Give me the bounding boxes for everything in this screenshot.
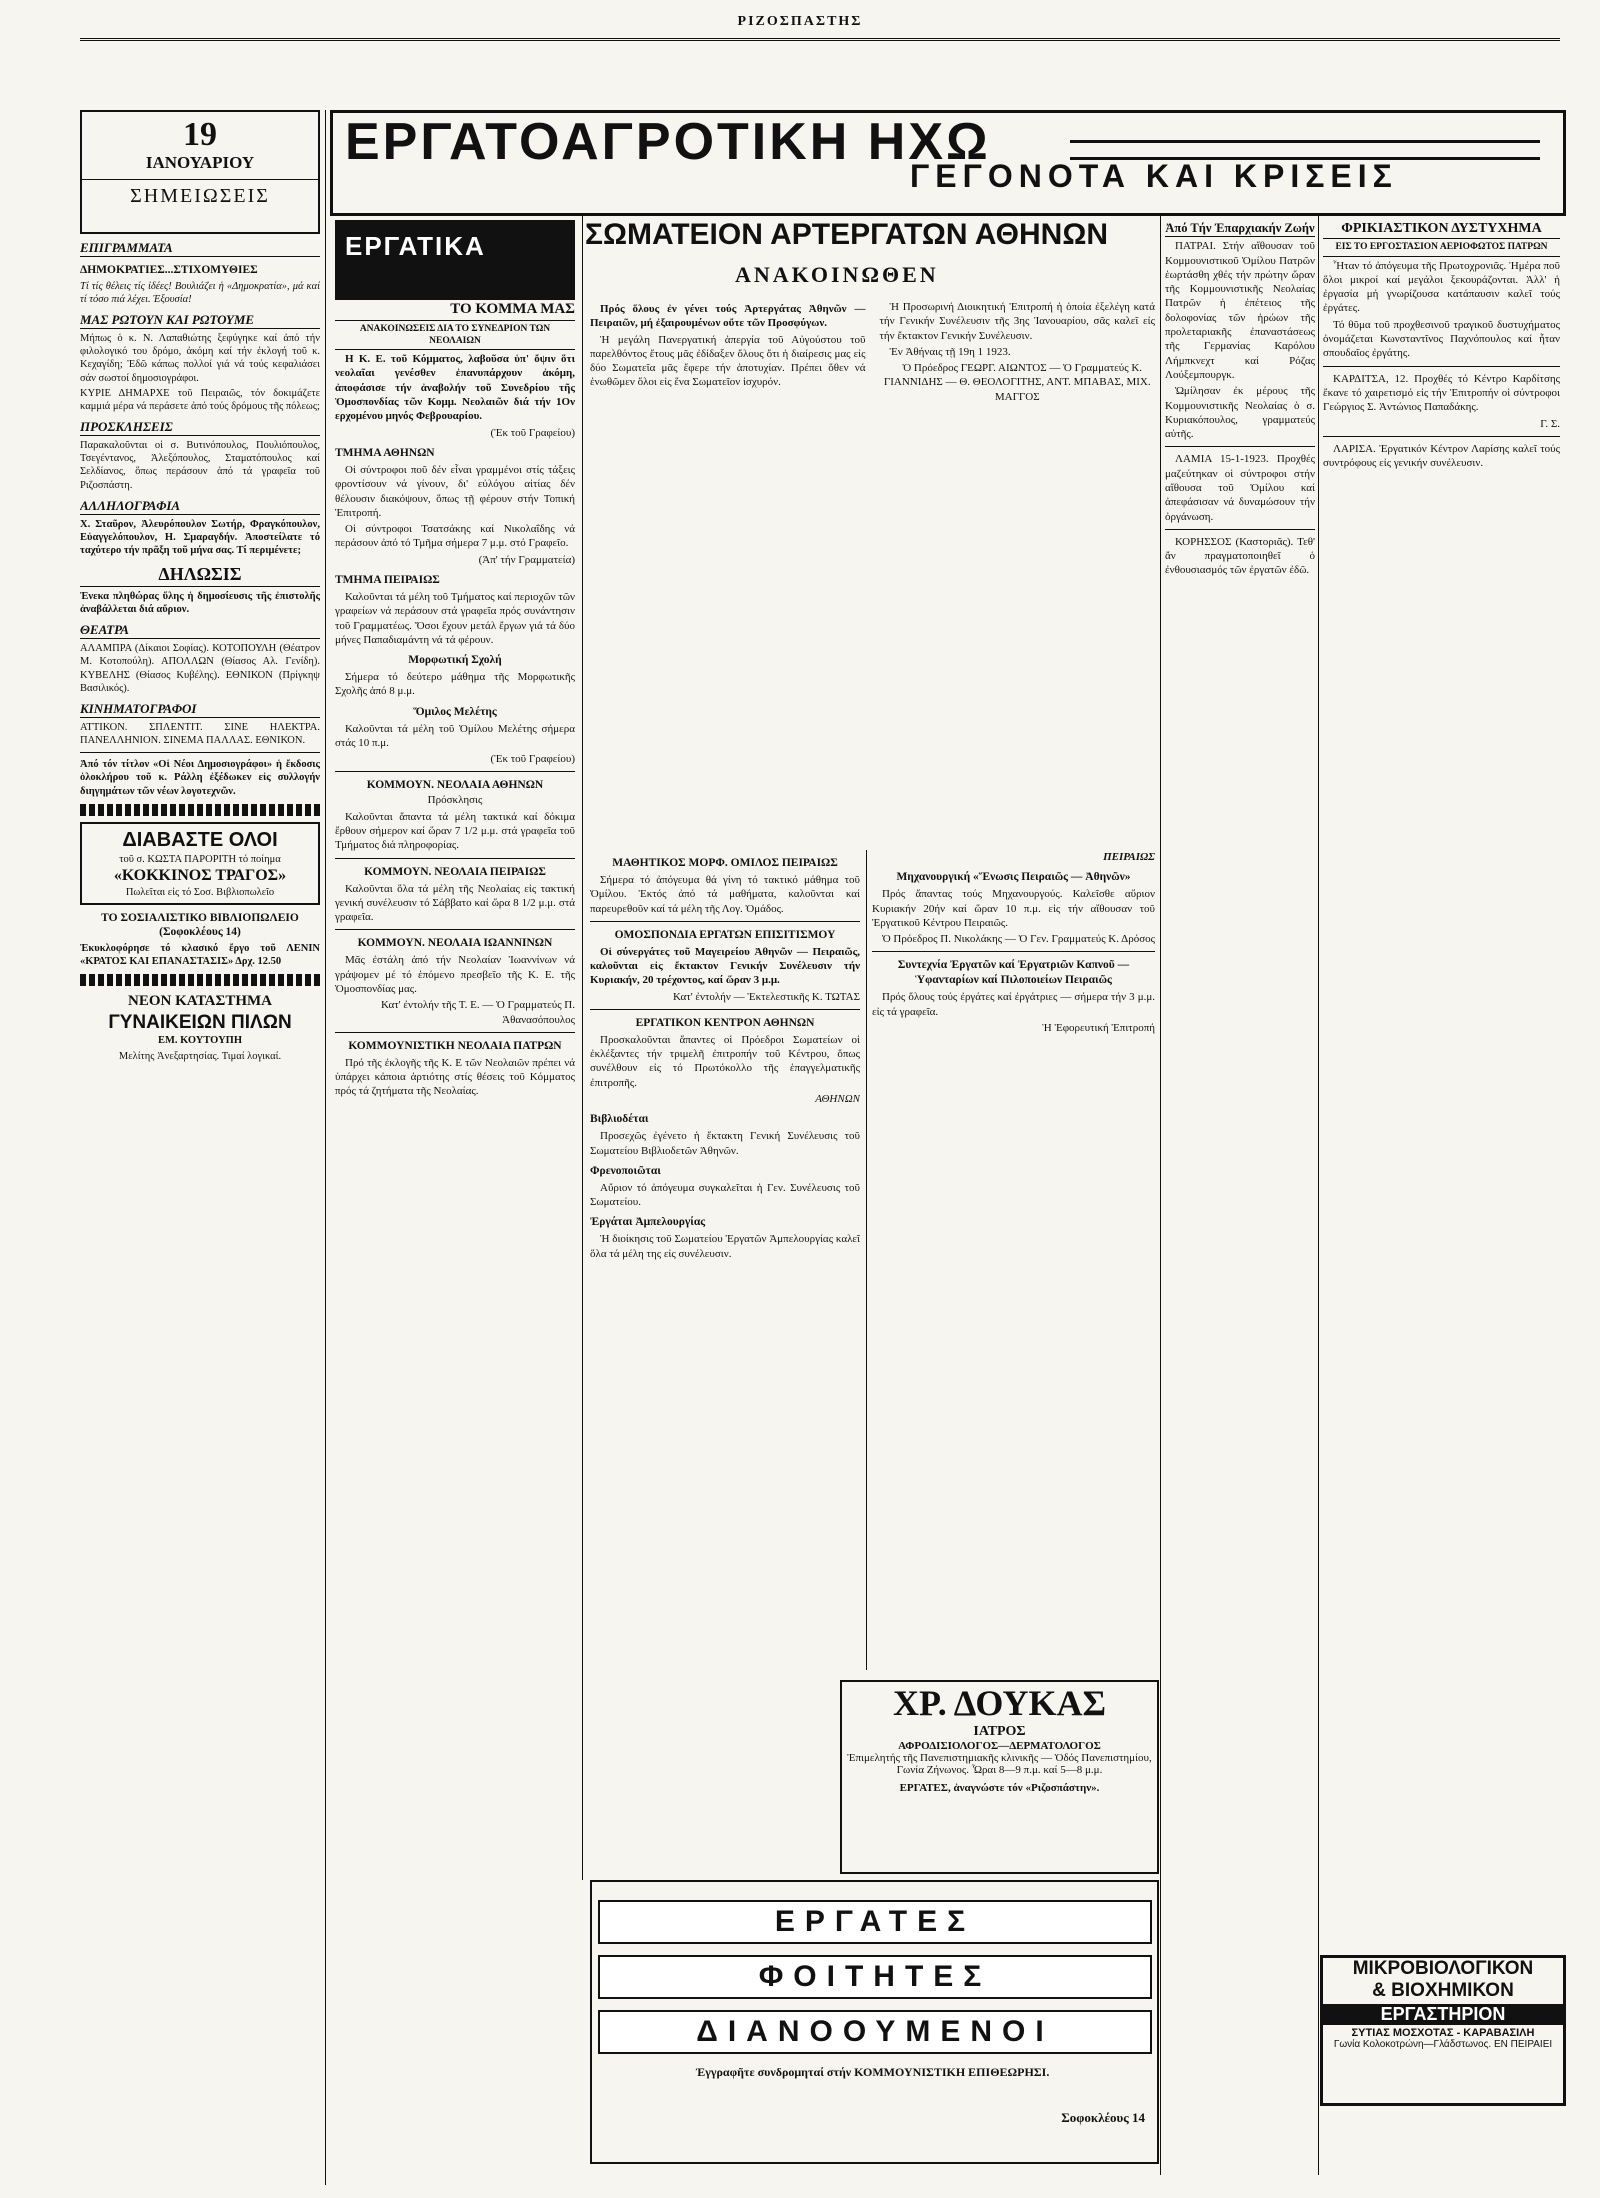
header-rule [1070, 140, 1540, 160]
omospondia-sig: Κατ' ἐντολήν — Ἐκτελεστικῆς Κ. ΤΩΤΑΣ [672, 990, 860, 1003]
mathitikos-heading: ΜΑΘΗΤΙΚΟΣ ΜΟΡΦ. ΟΜΙΛΟΣ ΠΕΙΡΑΙΩΣ [612, 857, 838, 869]
lamia-text: ΛΑΜΙΑ 15-1-1923. Προχθές μαζεύτηκαν οἱ σύντροφοι στήν αἴθουσα τοῦ Ὁμίλου καί ἀπεφάσισαν νά δυναμώσουν τήν ὀργάνωση. [1165, 453, 1315, 523]
diloseis-heading: ΔΗΛΩΣΙΣ [80, 563, 320, 587]
union-title: ΣΩΜΑΤΕΙΟΝ ΑΡΤΕΡΓΑΤΩΝ ΑΘΗΝΩΝ [585, 218, 1109, 251]
omilos-text: Καλοῦνται τά μέλη τοῦ Ὁμίλου Μελέτης σήμερα στάς 10 π.μ. [335, 722, 575, 749]
proskliseis-text: Παρακαλοῦνται οἱ σ. Βυτινόπουλος, Πουλιόπουλος, Τσεγέντανος, Ἀλεξόπουλος, Σταματόπουλος καί Σελδίανος, ὅπως περάσουν ἀπό τά γραφεῖα τοῦ Ριζοσπάστη. [80, 440, 320, 491]
ergatai-ampel-text: Ἡ διοίκησις τοῦ Σωματείου Ἐργατῶν Ἀμπελουργίας καλεῖ ὅλα τά μέλη της εἰς συνέλευσιν. [590, 1233, 860, 1260]
syntechnia-text: Πρός ὅλους τούς ἐργάτες καί ἐργάτριες — σήμερα τήν 3 μ.μ. εἰς τά γραφεῖα. [872, 991, 1155, 1018]
allilografia-heading: ΑΛΛΗΛΟΓΡΑΦΙΑ [80, 498, 320, 515]
party-lead: Η Κ. Ε. τοῦ Κόμματος, λαβοῦσα ὑπ' ὄψιν ὅτι νεολαῖαι γενέσθεν ἐπανυπάρχουν ἀκόμη, ἀποφάσισε τήν ἀναβολήν τοῦ Συνεδρίου τῆς Ὁμοσπονδίας τῶν Κομμ. Νεολαιῶν διά τήν 1Ον ερχομένου μηνός Φεβρουαρίου. [335, 353, 575, 423]
morfotiki-text: Σήμερα τό δεύτερο μάθημα τῆς Μορφωτικῆς Σχολῆς ἀπό 8 μ.μ. [335, 671, 575, 698]
pilon-owner: ΕΜ. ΚΟΥΤΟΥΠΗ [158, 1035, 242, 1047]
kommoun-ioanninon-text: Μᾶς ἐστάλη ἀπό τήν Νεολαίαν Ἰωαννίνων νά γράψομεν μέ τό ἑπόμενο πρεσβεῖο τῆς Κ. Ε. τῆς Ὁμοσπονδίας μας. [335, 954, 575, 995]
michanourgiki-sig: Ὁ Πρόεδρος Π. Νικολάκης — Ὁ Γεν. Γραμματεύς Κ. Δρόσος [881, 933, 1155, 946]
kommoun-patron-text: Πρό τῆς ἐκλογῆς τῆς Κ. Ε τῶν Νεολαιῶν πρέπει νά ὑπάρχει κἀποια ἀρτιότης στίς θέσεις τοῦ Κόμματος πρός τά ζητήματα τῆς Νεολαίας. [335, 1056, 575, 1098]
kentron-heading: ΕΡΓΑΤΙΚΟΝ ΚΕΝΤΡΟΝ ΑΘΗΝΩΝ [635, 1016, 815, 1029]
mathitikos-text: Σήμερα τό ἀπόγευμα θά γίνη τό τακτικό μάθημα τοῦ Ὁμίλου. Ἐκτός ἀπό τά μαθήματα, καλοῦνται καί παρευρεθοῦν καί τά μέλη τῆς Λογ. Ὁμάδος. [590, 873, 860, 915]
omospondia-text: Οἱ σύνεργάτες τοῦ Μαγειρείου Ἀθηνῶν — Πειραιῶς, καλοῦνται εἰς ἔκτακτον Γενικήν Συνέλευσιν τήν Κυριακήν, 20 τρέχοντος, καί ὥραν 3 μ.μ. [590, 945, 860, 987]
ergatai-note: ΕΡΓΑΤΕΣ, ἀναγνώστε τόν «Ριζοσπάστην». [899, 1782, 1100, 1794]
omilos-heading: Ὅμιλος Μελέτης [413, 705, 497, 718]
tmima-athinon-text: Οἱ σύντροφοι ποῦ δέν εἶναι γραμμένοι στίς τάξεις φροντίσουν νά γίνουν, δι' εὐλόγου αἰτίας δέν θέλουσιν διακόψουν, ὅπως τῇ φέρουν στήν Τοπική Ἐπιτροπή. [335, 463, 575, 519]
kommoun-peiraios-heading: ΚΟΜΜΟΥΝ. ΝΕΟΛΑΙΑ ΠΕΙΡΑΙΩΣ [364, 865, 546, 878]
column-rule-3 [866, 850, 867, 1670]
frenopoiotes-heading: Φρενοποιῶται [590, 1164, 661, 1177]
kommoun-patron-heading: ΚΟΜΜΟΥΝΙΣΤΙΚΗ ΝΕΟΛΑΙΑ ΠΑΤΡΩΝ [348, 1039, 562, 1052]
column-rule-5 [1318, 215, 1319, 2175]
column-rule-2 [582, 215, 583, 1880]
doctor-text: Ἐπιμελητής τῆς Πανεπιστημιακῆς κλινικῆς — Ὁδός Πανεπιστημίου, Γωνία Ζήνωνος. Ὧραι 8—9 π.μ. καί 5—8 μ.μ. [847, 1752, 1152, 1776]
ad-line-dianooumenoi: ΔΙΑΝΟΟΥΜΕΝΟΙ [598, 2010, 1152, 2054]
theatra-text: ΑΛΑΜΠΡΑ (Δίκαιοι Σοφίας). ΚΟΤΟΠΟΥΛΗ (Θέατρον Μ. Κοτοπούλη). ΑΠΟΛΛΩΝ (Θίασος Αλ. Γενίδη). ΚΥΒΕΛΗΣ (Θίασος Κυβέλης). ΕΘΝΙΚΟΝ (Πρίγκηψ Βασιλικός). [80, 643, 320, 694]
neon-katastima: ΝΕΟΝ ΚΑΤΑΣΤΗΜΑ [128, 992, 272, 1009]
kinimatografoi-heading: ΚΙΝΗΜΑΤΟΓΡΑΦΟΙ [80, 701, 320, 718]
party-lead-sig: (Ἐκ τοῦ Γραφείου) [490, 426, 575, 439]
doctor-specialty: ΑΦΡΟΔΙΣΙΟΛΟΓΟΣ—ΔΕΡΜΑΤΟΛΟΓΟΣ [898, 1740, 1101, 1752]
section-label: ΣΗΜΕΙΩΣΕΙΣ [82, 179, 318, 209]
doctor-name: ΧΡ. ΔΟΥΚΑΣ [892, 1683, 1107, 1723]
prosklisis-heading: Πρόσκλησις [427, 794, 483, 807]
decorative-rule-2 [80, 974, 320, 986]
kokkinos-sub: Πωλεῖται εἰς τό Σοσ. Βιβλιοπωλεῖο [125, 886, 275, 898]
ad-line-ergates: ΕΡΓΑΤΕΣ [598, 1900, 1152, 1944]
vivliopoleio-heading: ΤΟ ΣΟΣΙΑΛΙΣΤΙΚΟ ΒΙΒΛΙΟΠΩΛΕΙΟ (Σοφοκλέους 14) [101, 911, 299, 939]
accident-subtitle: ΕΙΣ ΤΟ ΕΡΓΟΣΤΑΣΙΟΝ ΑΕΡΙΟΦΩΤΟΣ ΠΑΤΡΩΝ [1323, 239, 1560, 256]
omilos-sig: (Ἐκ τοῦ Γραφείου) [490, 753, 575, 766]
ad-address: Σοφοκλέους 14 [1061, 2110, 1145, 2125]
lab-line1: ΜΙΚΡΟΒΙΟΛΟΓΙΚΟΝ [1352, 1958, 1534, 1979]
accident-text: Ἦταν τό ἀπόγευμα τῆς Πρωτοχρονιᾶς. Ἡμέρα ποῦ ὅλοι μικροί καί μεγάλοι ξεκουράζονται. Ἀλλ' ἡ ἐργασία μή γνωρίζουσα κατάπαυσιν καλεῖ τούς ἐργάτες. [1323, 259, 1560, 315]
kommoun-athinon-text: Καλοῦνται ἅπαντα τά μέλη τακτικά καί δόκιμα ἔρθουν σήμερον καί ὥραν 7 1/2 μ.μ. στά γραφεῖα τοῦ Τμήματος διά πληροφορίας. [335, 810, 575, 852]
syntechnia-heading: Συντεχνία Ἐργατῶν καί Ἐργατριῶν Καπνοῦ — Ὑφανταρίων καί Πιλοποιείων Πειραιῶς [897, 959, 1130, 987]
union-lead: Πρός ὅλους ἐν γένει τούς Ἀρτεργάτας Ἀθηνῶν — Πειραιῶν, μή ἐξαιρουμένων οὔτε τῶν Προσφύγων. [590, 303, 866, 330]
doctor-title: ΙΑΤΡΟΣ [973, 1724, 1026, 1739]
union-subtitle: ΑΝΑΚΟΙΝΩΘΕΝ [735, 262, 939, 287]
syntechnia-sig: Ἡ Ἐφορευτική Ἐπιτροπή [1042, 1021, 1155, 1034]
paper-name: ΡΙΖΟΣΠΑΣΤΗΣ [737, 14, 863, 29]
section-subtitle: ΓΕΓΟΝΟΤΑ ΚΑΙ ΚΡΙΣΕΙΣ [910, 158, 1398, 194]
date-month: ΙΑΝΟΥΑΡΙΟΥ [145, 153, 255, 172]
lab-line4: ΣΥΤΙΑΣ ΜΟΣΧΟΤΑΣ - ΚΑΡΑΒΑΣΙΛΗ [1351, 2027, 1535, 2039]
korissos-text: ΚΟΡΗΣΣΟΣ (Καστοριᾶς). Τεθ' ἄν πραγματοποιηθεῖ ὁ ἐνθουσιασμός τῶν ἐργατῶν ἐδῶ. [1165, 535, 1315, 577]
kentron-text: Προσκαλοῦνται ἅπαντες οἱ Πρόεδροι Σωματείων οἱ ἐκλέξαντες τήν τριμελῆ ἐπιτροπήν τοῦ Κέντρου, ὅπως συνέλθουν εἰς τό Πρωτόκολλο τῆς ἑπαγγελματικῆς ἐπιτροπῆς. [590, 1033, 860, 1089]
union-sig: Ὁ Πρόεδρος ΓΕΩΡΓ. ΑΙΩΝΤΟΣ — Ὁ Γραμματεύς Κ. ΓΙΑΝΝΙΔΗΣ — Θ. ΘΕΟΛΟΓΙΤΗΣ, ΑΝΤ. ΜΠΑΒΑΣ, ΜΙΧ. ΜΑΓΓΟΣ [883, 362, 1151, 403]
allilografia-text: Χ. Σταῦρον, Ἀλευρόπουλον Σωτήρ, Φραγκόπουλον, Εὐαγγελόπουλον, Η. Σμαραγδήν. Ἀποστείλατε τό ταχύτερο τήν πρᾶξη τοῦ μήνα σας. Τί περιμένετε; [80, 518, 320, 557]
neoi-titloi-text: Ἀπό τόν τίτλον «Οἱ Νέοι Δημοσιογράφοι» ἡ ἔκδοσις ὁλοκλήρου τοῦ κ. Ράλλη ἐξέδωκεν εἰς συλλογήν διηγημάτων τῶν νέων λογοτεχνῶν. [80, 759, 320, 797]
kinimatografoi-text: ΑΤΤΙΚΟΝ. ΣΠΛΕΝΤΙΤ. ΣΙΝΕ ΗΛΕΚΤΡΑ. ΠΑΝΕΛΛΗΝΙΟΝ. ΣΙΝΕΜΑ ΠΑΛΛΑΣ. ΕΘΝΙΚΟΝ. [80, 722, 320, 747]
provincial-column [1165, 220, 1315, 2175]
omospondia-heading: ΟΜΟΣΠΟΝΔΙΑ ΕΡΓΑΤΩΝ ΕΠΙΣΙΤΙΣΜΟΥ [614, 928, 836, 941]
lab-line3: ΕΡΓΑΣΤΗΡΙΟΝ [1323, 2004, 1563, 2025]
kommoun-ioanninon-heading: ΚΟΜΜΟΥΝ. ΝΕΟΛΑΙΑ ΙΩΑΝΝΙΝΩΝ [357, 937, 553, 950]
michanourgiki-heading: Μηχανουργική «Ἕνωσις Πειραιῶς — Ἀθηνῶν» [896, 871, 1131, 884]
patrai-text2: Ὡμίλησαν ἐκ μέρους τῆς Κομμουνιστικῆς Νεολαίας ὁ σ. Κυριακόπουλος, γραμματεύς αὐτῆς. [1165, 385, 1315, 441]
provincial-heading: Ἀπό Τήν Ἐπαρχιακήν Ζωήν [1165, 220, 1315, 237]
diloseis-text: Ἐνεκα πληθώρας ὕλης ἡ δημοσίευσις τῆς ἐπιστολῆς ἀναβάλλεται διά αὔριον. [80, 590, 320, 615]
athinon-heading: ΑΘΗΝΩΝ [815, 1093, 860, 1106]
accident-column [1323, 220, 1560, 1940]
union-signoff: Ἐν Ἀθήναις τῇ 19η 1 1923. [889, 345, 1011, 358]
frenopoiotes-text: Αὔριον τό ἀπόγευμα συγκαλεῖται ἡ Γεν. Συνέλευσις τοῦ Σωματείου. [590, 1181, 860, 1209]
date-box [80, 110, 320, 234]
pilon-text: Μελίτης Ἀνεξαρτησίας. Τιμαί λογικαί. [118, 1050, 282, 1062]
column-rule-4 [1160, 215, 1161, 2175]
mas-rotoun-heading: ΜΑΣ ΡΩΤΟΥΝ ΚΑΙ ΡΩΤΟΥΜΕ [80, 312, 320, 329]
tmima-athinon-text2: Οἱ σύντροφοι Τσατσάκης καί Νικολαΐδης νά περάσουν ἀπό τό Τμῆμα σήμερα 7 μ.μ. στό Γραφεῖο. [335, 523, 575, 550]
morfotiki-heading: Μορφωτική Σχολή [408, 654, 502, 667]
ad-text: Ἐγγραφῆτε συνδρομηταί στήν ΚΟΜΜΟΥΝΙΣΤΙΚΗ ΕΠΙΘΕΩΡΗΣΙ. [695, 2065, 1050, 2079]
union-text2: Ἡ Προσωρινή Διοικητική Ἐπιτροπή ἡ ὁποία ἐξελέγη κατά τήν Γενικήν Συνέλευσιν τῆς 3ης Ἰανουαρίου, σᾶς καλεῖ εἰς τήν ἔκτακτον Γενικήν Συνέλευσιν. [879, 301, 1155, 342]
peiraios-column [872, 850, 1155, 1670]
ergatika-banner: ΕΡΓΑΤΙΚΑ [335, 220, 575, 300]
epigrammata-heading: ΕΠΙΓΡΑΜΜΑΤΑ [80, 240, 320, 257]
accident-title: ΦΡΙΚΙΑΣΤΙΚΟΝ ΔΥΣΤΥΧΗΜΑ [1323, 220, 1560, 239]
anakoinoseis-heading: ΑΝΑΚΟΙΝΩΣΕΙΣ ΔΙΑ ΤΟ ΣΥΝΕΔΡΙΟΝ ΤΩΝ ΝΕΟΛΑΙΩΝ [335, 321, 575, 351]
theatra-heading: ΘΕΑΤΡΑ [80, 622, 320, 639]
tmima-athinon-sig: (Ἀπ' τήν Γραμματεία) [478, 553, 575, 566]
vivliopoleio-text: Ἐκυκλοφόρησε τό κλασικό ἔργο τοῦ ΛΕΝΙΝ «ΚΡΑΤΟΣ ΚΑΙ ΕΠΑΝΑΣΤΑΣΙΣ» Δρχ. 12.50 [80, 942, 320, 967]
decorative-rule [80, 804, 320, 816]
lab-line2: & ΒΙΟΧΗΜΙΚΟΝ [1372, 1980, 1514, 2001]
mas-rotoun-text: Μήπως ὁ κ. Ν. Λαπαθιώτης ξεφύγηκε καί ἀπό τήν φιλολογικό του δρόμο, ἀκόμη καί τήν ἐκλογή τοῦ κ. Κεχαγίδη; Ἐδῶ κάπως πολλοί γιά νά τούς κεφαλιάσει σάν σωστοί δημοσιογράφοι. [80, 333, 320, 384]
section-title: ΕΡΓΑΤΟΑΓΡΟΤΙΚΗ ΗΧΩ [345, 113, 991, 171]
union-article [590, 300, 1155, 840]
vivliodetai-heading: Βιβλιοδέται [590, 1113, 649, 1126]
larisa-text: ΛΑΡΙΣΑ. Ἐργατικόν Κέντρον Λαρίσης καλεῖ τούς συντρόφους εἰς γενικήν συνέλευσιν. [1323, 442, 1560, 470]
michanourgiki-text: Πρός ἅπαντας τούς Μηχανουργούς. Καλεῖσθε αὔριον Κυριακήν 20ήν καί ὥραν 10 π.μ. εἰς τήν αἴθουσαν τοῦ Ἐργατικοῦ Κέντρου Πειραιῶς. [872, 888, 1155, 929]
doctor-ad [840, 1680, 1159, 1874]
peiraios-heading: ΠΕΙΡΑΙΩΣ [1103, 851, 1155, 863]
kokkinos-title: «ΚΟΚΚΙΝΟΣ ΤΡΑΓΟΣ» [113, 866, 287, 884]
mid-column [590, 850, 860, 1670]
proskliseis-heading: ΠΡΟΣΚΛΗΣΕΙΣ [80, 419, 320, 436]
diavaste-title: ΔΙΑΒΑΣΤΕ ΟΛΟΙ [122, 828, 278, 851]
vivliodetai-text: Προσεχῶς ἐγένετο ἡ ἔκτακτη Γενική Συνέλευσις τοῦ Σωματείου Βιβλιοδετῶν Ἀθηνῶν. [590, 1130, 860, 1157]
date-day: 19 [183, 116, 217, 153]
top-rule [80, 38, 1560, 41]
lab-line5: Γωνία Κολοκοτρώνη—Γλάδστωνος. ΕΝ ΠΕΙΡΑΙΕΙ [1333, 2039, 1553, 2050]
patrai-text: ΠΑΤΡΑΙ. Στήν αἴθουσαν τοῦ Κομμουνιστικοῦ Ὁμίλου Πατρῶν ἑωρτάσθη χθές τήν πρώτην ὥραν τῆς Κομμουνιστικῆς Νεολαίας Πατρῶν ἡ ἐπέτειος τῆς δολοφονίας τῶν ἡρώων τῆς προλεταριακῆς ἐπαναστάσεως τῆς Γερμανίας Καρόλου Λήμπκνεχτ καί Ρόζας Λούξεμπουργκ. [1165, 240, 1315, 381]
tmima-peiraios-heading: ΤΜΗΜΑ ΠΕΙΡΑΙΩΣ [335, 573, 440, 586]
left-column [80, 110, 320, 2180]
ergatika-column [335, 220, 575, 2180]
karditsa-text: ΚΑΡΔΙΤΣΑ, 12. Προχθές τό Κέντρο Καρδίτσης ἔκανε τό χαιρετισμό εἰς τήν Ἐπιτροπήν οἱ σύντροφοι Γεώργιος Σ. Ἀντώνιος Παπαδάκης. [1323, 372, 1560, 414]
tmima-peiraios-text: Καλοῦνται τά μέλη τοῦ Τμήματος καί περιοχῶν τῶν γραφείων νά περάσουν στά γραφεῖα πρός συνάντησιν τοῦ Γραμματέως. Ὅσοι ἔχουν μετάλ ἔργων γιά τά δύο μήνες Παπαδιαμάντη νά τά φέρουν. [335, 590, 575, 646]
karditsa-sig: Γ. Σ. [1540, 417, 1560, 430]
ad-line-foitites: ΦΟΙΤΗΤΕΣ [598, 1955, 1152, 1999]
kyrie-dimarche-text: ΚΥΡΙΕ ΔΗΜΑΡΧΕ τοῦ Πειραιῶς, τόν δοκιμάζετε καμμιά μέρα νά περάσετε ἀπό τούς δρόμους τῆς πόλεως; [80, 387, 320, 412]
accident-text2: Τό θῦμα τοῦ προχθεσινοῦ τραγικοῦ δυστυχήματος ὀνομάζεται Κωνσταντῖνος Παχνόπουλος καί ἦταν σπουδαῖος ἐργάτης. [1323, 318, 1560, 360]
kommoun-ioanninon-sig: Κατ' ἐντολήν τῆς Τ. Ε. — Ὁ Γραμματεύς Π. Ἀθανασόπουλος [380, 999, 575, 1026]
dimokraties-heading: ΔΗΜΟΚΡΑΤΙΕΣ...ΣΤΙΧΟΜΥΘΙΕΣ [80, 264, 258, 277]
ergatai-ampel-heading: Ἐργάται Ἀμπελουργίας [590, 1216, 706, 1229]
column-rule-1 [325, 110, 326, 2185]
lab-ad [1320, 1955, 1566, 2106]
union-text: Ἡ μεγάλη Πανεργατική ἀπεργία τοῦ Αὐγούστου τοῦ παρελθόντος ἔτους μᾶς ἐδίδαξεν ὅλους ὅτι ἡ διαίρεσις μας εἰς δύο Σωματεῖα μᾶς ἔφερε τήν ἀποτυχίαν. Πρέπει ὅθεν νά ἑνωθῶμεν ὅλοι εἰς ἕνα Σωματεῖον ἰσχυρόν. [590, 333, 866, 389]
tmima-athinon-heading: ΤΜΗΜΑ ΑΘΗΝΩΝ [335, 446, 435, 459]
diavaste-text: τοῦ σ. ΚΩΣΤΑ ΠΑΡΟΡΙΤΗ τό ποίημα [119, 853, 281, 865]
poem-text: Τί τίς θέλεις τίς ἰδέες! Βουλιάζει ἡ «Δημοκρατία», μά καί τί τόσο πιά λέχει. Έξουσία! [80, 280, 320, 305]
diavaste-ad [80, 822, 320, 905]
pilon-title: ΓΥΝΑΙΚΕΙΩΝ ΠΙΛΩΝ [108, 1011, 292, 1033]
kommoun-peiraios-text: Καλοῦνται ὅλα τά μέλη τῆς Νεολαίας εἰς τακτική γενική συνέλευσιν τό Σάββατο καί ὥρα 8 1/2 μ.μ. στά γραφεῖα. [335, 882, 575, 924]
kommoun-athinon-heading: ΚΟΜΜΟΥΝ. ΝΕΟΛΑΙΑ ΑΘΗΝΩΝ [366, 779, 544, 792]
party-kicker: ΤΟ ΚΟΜΜΑ ΜΑΣ [335, 300, 575, 321]
